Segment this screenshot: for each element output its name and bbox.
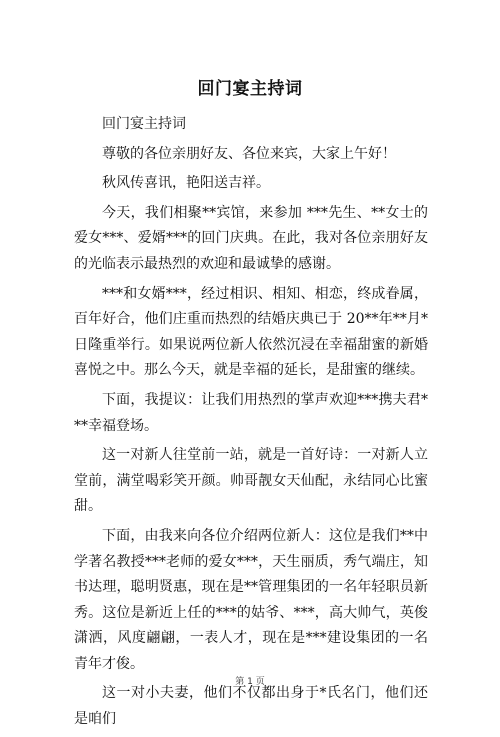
paragraph: 这一对小夫妻，他们不仅都出身于*氏名门，他们还是咱们 — [74, 685, 428, 728]
paragraph: 秋风传喜讯，艳阳送吉祥。 — [102, 175, 270, 192]
paragraph: 今天，我们相聚**宾馆，来参加 ***先生、**女士的爱女***、爱婿***的回门庆典。在此，我对各位亲朋好友的光临表示最热烈的欢迎和最诚挚的感谢。 — [74, 204, 428, 272]
paragraph: 下面，由我来向各位介绍两位新人：这位是我们**中学著名教授***老师的爱女***，天生丽质，秀气端庄，知书达理，聪明贤惠，现在是**管理集团的一名年轻职员新秀。这位是新近上任的***的姑爷、***，高大帅气，英俊潇洒，风度翩翩，一表人才，现在是***建设集团的一名青年才俊。 — [74, 527, 428, 672]
paragraph: 这一对新人往堂前一站，就是一首好诗：一对新人立堂前，满堂喝彩笑开颜。帅哥靓女天仙配，永结同心比蜜甜。 — [74, 447, 428, 515]
page-number: 第 1 页 — [235, 677, 265, 687]
paragraph: 回门宴主持词 — [102, 116, 186, 132]
paragraph: 尊敬的各位亲朋好友、各位来宾，大家上午好！ — [102, 145, 396, 162]
paragraph: ***和女婿***，经过相识、相知、相恋，终成眷属，百年好合，他们庄重而热烈的结婚庆典已于 20**年**月*日隆重举行。如果说两位新人依然沉浸在幸福甜蜜的新婚喜悦之中。那么今天，就是幸福的延长，是甜蜜的继续。 — [74, 285, 428, 379]
paragraph: 下面，我提议：让我们用热烈的掌声欢迎***携夫君***幸福登场。 — [74, 391, 428, 434]
document-title: 回门宴主持词 — [197, 79, 303, 99]
document-body — [74, 112, 428, 737]
